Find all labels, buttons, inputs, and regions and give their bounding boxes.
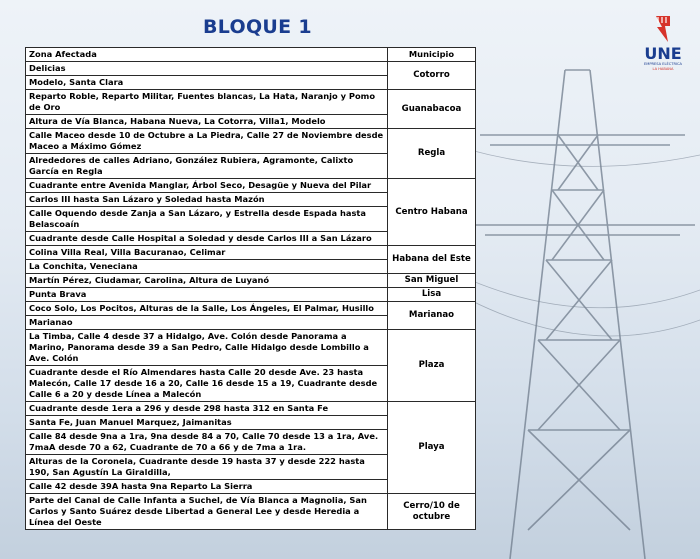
power-pylon-background	[470, 30, 700, 559]
zone-cell: Cuadrante desde 1era a 296 y desde 298 hasta 312 en Santa Fe	[26, 402, 388, 416]
zone-column-header: Zona Afectada	[26, 48, 388, 62]
municipality-cell: Centro Habana	[388, 179, 476, 246]
table-row	[26, 246, 476, 260]
table-row	[26, 302, 476, 316]
municipality-cell: Plaza	[388, 330, 476, 402]
zone-cell: Punta Brava	[26, 288, 388, 302]
table-row	[26, 288, 476, 302]
lightning-hand-icon	[651, 14, 675, 44]
municipality-cell: Cerro/10 de octubre	[388, 494, 476, 530]
zone-cell: Santa Fe, Juan Manuel Marquez, Jaimanitas	[26, 416, 388, 430]
zone-cell: Cuadrante desde el Río Almendares hasta Calle 20 desde Ave. 23 hasta Malecón, Calle 17 desde 16 a 20, Calle 16 desde 15 a 19, Cuadrante desde Calle 6 a 20 y desde Línea a Malecón	[26, 366, 388, 402]
municipality-cell: Habana del Este	[388, 246, 476, 274]
table-row	[26, 129, 476, 154]
zone-cell: La Timba, Calle 4 desde 37 a Hidalgo, Ave. Colón desde Panorama a Marino, Panorama desde 39 a San Pedro, Calle Hidalgo desde Lombillo a Ave. Colón	[26, 330, 388, 366]
zone-cell: Calle Maceo desde 10 de Octubre a La Piedra, Calle 27 de Noviembre desde Maceo a Máximo Gómez	[26, 129, 388, 154]
affected-zones-table	[25, 47, 476, 530]
municipality-cell: Guanabacoa	[388, 90, 476, 129]
logo-name: UNE	[644, 44, 682, 63]
zone-cell: Marianao	[26, 316, 388, 330]
logo-subtitle: EMPRESA ELÉCTRICA	[643, 62, 683, 66]
table-row	[26, 90, 476, 115]
zone-cell: Delicias	[26, 62, 388, 76]
zone-cell: Martín Pérez, Ciudamar, Carolina, Altura de Luyanó	[26, 274, 388, 288]
une-logo	[638, 14, 688, 94]
zone-cell: Alturas de la Coronela, Cuadrante desde 19 hasta 37 y desde 222 hasta 190, San Agustín La Giraldilla,	[26, 455, 388, 480]
zone-cell: Altura de Vía Blanca, Habana Nueva, La Cotorra, Villa1, Modelo	[26, 115, 388, 129]
zone-cell: Alrededores de calles Adriano, González Rubiera, Agramonte, Calixto García en Regla	[26, 154, 388, 179]
logo-region: LA HABANA	[652, 67, 674, 71]
zone-cell: Carlos III hasta San Lázaro y Soledad hasta Mazón	[26, 193, 388, 207]
municipality-cell: San Miguel	[388, 274, 476, 288]
zone-cell: Calle Oquendo desde Zanja a San Lázaro, y Estrella desde Espada hasta Belascoaín	[26, 207, 388, 232]
municipality-column-header: Municipio	[388, 48, 476, 62]
page-title: BLOQUE 1	[203, 16, 312, 38]
zone-cell: Cuadrante entre Avenida Manglar, Árbol Seco, Desagüe y Nueva del Pilar	[26, 179, 388, 193]
zone-cell: La Conchita, Veneciana	[26, 260, 388, 274]
table-header-row	[26, 48, 476, 62]
municipality-cell: Playa	[388, 402, 476, 494]
table-row	[26, 402, 476, 416]
municipality-cell: Lisa	[388, 288, 476, 302]
zone-cell: Calle 42 desde 39A hasta 9na Reparto La Sierra	[26, 480, 388, 494]
municipality-cell: Regla	[388, 129, 476, 179]
zone-cell: Calle 84 desde 9na a 1ra, 9na desde 84 a 70, Calle 70 desde 13 a 1ra, Ave. 7maA desde 70 a 62, Cuadrante de 70 a 66 y de 7ma a 1ra.	[26, 430, 388, 455]
table-row	[26, 274, 476, 288]
municipality-cell: Marianao	[388, 302, 476, 330]
zone-cell: Modelo, Santa Clara	[26, 76, 388, 90]
zone-cell: Reparto Roble, Reparto Militar, Fuentes blancas, La Hata, Naranjo y Pomo de Oro	[26, 90, 388, 115]
municipality-cell: Cotorro	[388, 62, 476, 90]
table-body	[26, 62, 476, 530]
zone-cell: Colina Villa Real, Villa Bacuranao, Celimar	[26, 246, 388, 260]
table-row	[26, 330, 476, 366]
zone-cell: Cuadrante desde Calle Hospital a Soledad y desde Carlos III a San Lázaro	[26, 232, 388, 246]
table-row	[26, 494, 476, 530]
table-row	[26, 179, 476, 193]
zone-cell: Coco Solo, Los Pocitos, Alturas de la Salle, Los Ángeles, El Palmar, Husillo	[26, 302, 388, 316]
table-row	[26, 62, 476, 76]
zone-cell: Parte del Canal de Calle Infanta a Suchel, de Vía Blanca a Magnolia, San Carlos y Santo Suárez desde Libertad a General Lee y desde Heredia a Línea del Oeste	[26, 494, 388, 530]
